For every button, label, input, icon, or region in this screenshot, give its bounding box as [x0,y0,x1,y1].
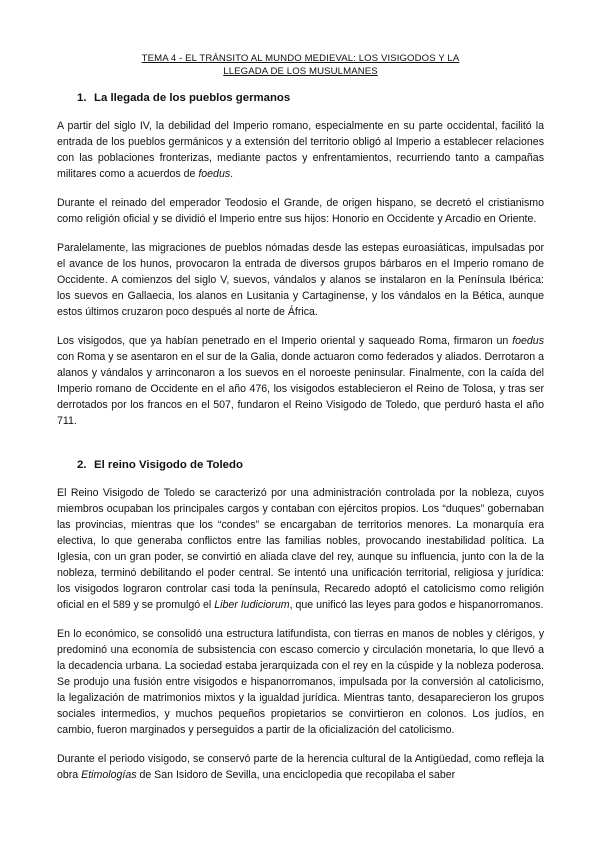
paragraph-1-1: A partir del siglo IV, la debilidad del Imperio romano, especialmente en su parte occidental, facilitó la entrada de los pueblos germánicos y a extensión del territorio obligó al Imperio a establecer relaciones con las poblaciones fronterizas, mediante pactos y enfrentamientos, recurriendo tanto a campañas militares como a acuerdos de foedus. [57,120,544,180]
paragraph-2-1: El Reino Visigodo de Toledo se caracterizó por una administración controlada por la nobleza, cuyos miembros ocupaban los principales cargos y contaban con ejércitos propios. Los “duques” gobernaban las provincias, mientras que los “condes” se encargaban de territorios menores. La monarquía era electiva, lo que generaba conflictos entre las familias nobles, provocando inestabilidad política. La Iglesia, con un gran poder, se convirtió en aliada clave del rey, aunque su influencia, junto con la de la nobleza, terminó debilitando el poder central. Se intentó una unificación territorial, religiosa y jurídica: los visigodos lograron controlar casi toda la península, Recaredo adoptó el catolicismo como religión oficial en el 589 y se promulgó el Liber Iudiciorum, que unificó las leyes para godos e hispanorromanos. [57,487,544,611]
paragraph-1-3: Paralelamente, las migraciones de pueblos nómadas desde las estepas euroasiáticas, impulsadas por el avance de los hunos, provocaron la entrada de diversos grupos bárbaros en el Imperio romano de Occidente. A comienzos del siglo V, suevos, vándalos y alanos se instalaron en la Península Ibérica: los suevos en Gallaecia, los alanos en Lusitania y Cartaginense, y los vándalos en la Bética, aunque estos últimos cruzaron poco después al norte de África. [57,242,544,318]
emphasis-liber-iudiciorum: Liber Iudiciorum [214,599,290,611]
emphasis-etimologias: Etimologías [81,769,137,781]
document-title [57,52,544,78]
paragraph-2-3: Durante el periodo visigodo, se conservó parte de la herencia cultural de la Antigüedad, como refleja la obra Etimologías de San Isidoro de Sevilla, una enciclopedia que recopilaba el saber [57,753,544,781]
emphasis-foedus: foedus [198,168,231,180]
title-line-1: TEMA 4 - EL TRÁNSITO AL MUNDO MEDIEVAL: LOS VISIGODOS Y LA [141,53,460,64]
paragraph-1-4: Los visigodos, que ya habían penetrado en el Imperio oriental y saqueado Roma, firmaron un foedus con Roma y se asentaron en el sur de la Galia, donde actuaron como federados y aliados. Derrotaron a alanos y vándalos y arrinconaron a los suevos en el noroeste peninsular. Finalmente, con la caída del Imperio romano de Occidente en el año 476, los visigodos establecieron el Reino de Tolosa, y tras ser derrotados por los francos en el 507, fundaron el Reino Visigodo de Toledo, que perduró hasta el año 711. [57,335,544,427]
section-heading-2 [77,457,544,473]
paragraph-1-2: Durante el reinado del emperador Teodosio el Grande, de origen hispano, se decretó el cristianismo como religión oficial y se dividió el Imperio entre sus hijos: Honorio en Occidente y Arcadio en Oriente. [57,197,544,225]
paragraph-2-2: En lo económico, se consolidó una estructura latifundista, con tierras en manos de nobles y clérigos, y predominó una economía de subsistencia con escaso comercio y circulación monetaria, lo que llevó a la decadencia urbana. La sociedad estaba jerarquizada con el rey en la cúspide y la nobleza poderosa. Se produjo una fusión entre visigodos e hispanorromanos, impulsada por la conversión al catolicismo, la legalización de matrimonios mixtos y la igualdad jurídica. Mientras tanto, desaparecieron los grupos sociales intermedios, y muchos pequeños propietarios se convirtieron en colonos. Los judíos, en cambio, fueron marginados y perseguidos a partir de la oficialización del catolicismo. [57,628,544,736]
title-line-2: LLEGADA DE LOS MUSULMANES [223,66,378,77]
section-number-2: 2. [77,459,87,471]
section-heading-1 [77,90,544,106]
section-title-2: El reino Visigodo de Toledo [94,459,243,471]
section-title-1: La llegada de los pueblos germanos [94,92,291,104]
section-spacer [57,442,544,457]
section-number-1: 1. [77,92,87,104]
emphasis-foedus: foedus [512,335,544,347]
